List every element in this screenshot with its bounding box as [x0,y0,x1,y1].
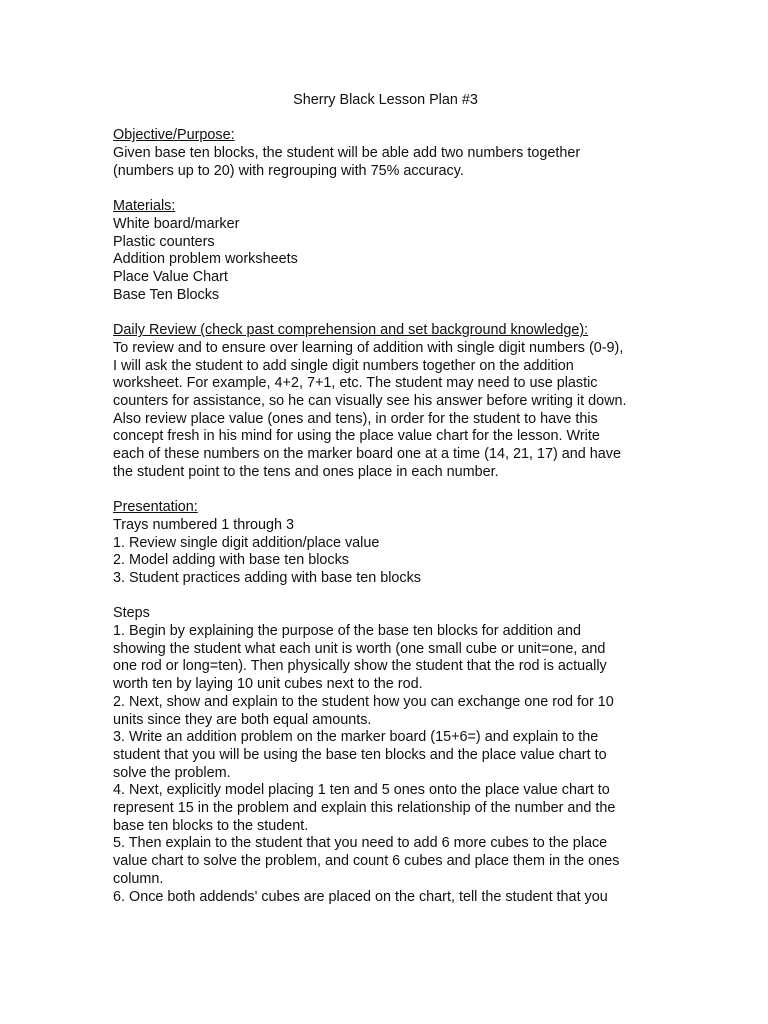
steps-heading: Steps [113,605,150,622]
daily-review-line: To review and to ensure over learning of addition with single digit numbers (0-9), [113,339,624,356]
objective-line: (numbers up to 20) with regrouping with 75% accuracy. [113,162,464,179]
steps-line: 4. Next, explicitly model placing 1 ten and 5 ones onto the place value chart to [113,782,610,799]
presentation-line: 1. Review single digit addition/place value [113,534,380,551]
document-page [113,92,658,924]
steps-line: represent 15 in the problem and explain this relationship of the number and the [113,800,616,817]
materials-item: Plastic counters [113,233,215,250]
daily-review-line: Also review place value (ones and tens), in order for the student to have this [113,410,598,427]
document-title: Sherry Black Lesson Plan #3 [293,92,478,108]
objective-section [113,127,658,180]
steps-line: 2. Next, show and explain to the student how you can exchange one rod for 10 [113,693,614,710]
steps-line: column. [113,870,164,887]
steps-line: 3. Write an addition problem on the marker board (15+6=) and explain to the [113,729,599,746]
steps-line: student that you will be using the base ten blocks and the place value chart to [113,746,607,763]
presentation-heading: Presentation: [113,499,198,516]
steps-line: showing the student what each unit is worth (one small cube or unit=one, and [113,640,606,657]
presentation-line: 2. Model adding with base ten blocks [113,552,349,569]
materials-heading: Materials: [113,198,176,215]
steps-line: base ten blocks to the student. [113,817,309,834]
daily-review-line: the student point to the tens and ones place in each number. [113,463,499,480]
materials-item: Addition problem worksheets [113,251,298,268]
objective-line: Given base ten blocks, the student will be able add two numbers together [113,145,581,162]
steps-line: value chart to solve the problem, and count 6 cubes and place them in the ones [113,853,620,870]
steps-line: worth ten by laying 10 unit cubes next to the rod. [113,676,423,693]
materials-item: Base Ten Blocks [113,286,220,303]
daily-review-section [113,322,658,481]
steps-line: 6. Once both addends' cubes are placed on the chart, tell the student that you [113,888,608,905]
materials-item: Place Value Chart [113,269,228,285]
objective-heading: Objective/Purpose: [113,127,235,144]
presentation-section [113,499,658,588]
steps-line: 1. Begin by explaining the purpose of the base ten blocks for addition and [113,623,582,640]
daily-review-heading: Daily Review (check past comprehension and set background knowledge): [113,322,589,339]
steps-line: one rod or long=ten). Then physically show the student that the rod is actually [113,658,607,675]
presentation-line: 3. Student practices adding with base ten blocks [113,569,421,586]
daily-review-line: counters for assistance, so he can visually see his answer before writing it down. [113,392,627,409]
daily-review-line: each of these numbers on the marker board one at a time (14, 21, 17) and have [113,446,621,463]
materials-item: White board/marker [113,215,240,232]
steps-line: solve the problem. [113,764,231,781]
daily-review-line: worksheet. For example, 4+2, 7+1, etc. The student may need to use plastic [113,375,598,392]
presentation-line: Trays numbered 1 through 3 [113,516,295,533]
steps-line: 5. Then explain to the student that you need to add 6 more cubes to the place [113,835,608,852]
steps-section [113,605,658,906]
steps-line: units since they are both equal amounts. [113,711,372,728]
daily-review-line: I will ask the student to add single digit numbers together on the addition [113,357,574,374]
daily-review-line: concept fresh in his mind for using the place value chart for the lesson. Write [113,428,600,445]
materials-section [113,198,658,304]
